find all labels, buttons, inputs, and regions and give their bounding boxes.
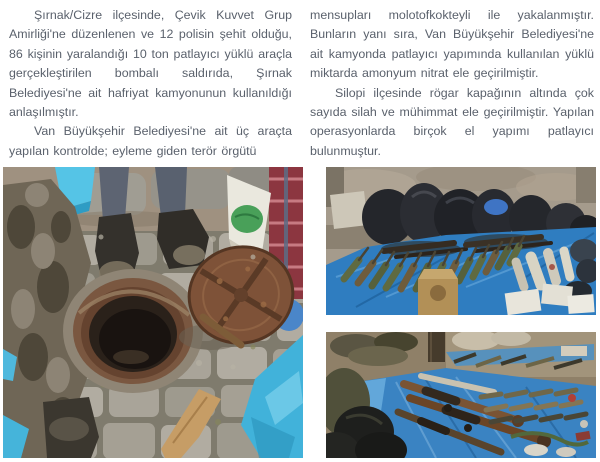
manhole-photo-illustration <box>3 167 303 458</box>
manhole-photo <box>3 167 303 458</box>
paragraph-van-kontrol: Van Büyükşehir Belediyesi'ne ait üç araçta yapılan kontrolde; eyleme giden terör örgütü <box>9 124 292 158</box>
paragraph-sirnak-cizre: Şırnak/Cizre ilçesinde, Çevik Kuvvet Grup Amirliği'ne düzenlenen ve 12 polisin şehit olduğu, 86 kişinin yaralandığı 10 ton patlayıcı yüklü araçla gerçekleştirilen bombalı saldırıda, Şırnak Belediyesi'ne ait hafriyat kamyonunun kullanıldığı anlaşılmıştır. <box>9 8 292 120</box>
weapons-top-illustration <box>326 167 596 315</box>
weapons-bottom-illustration <box>326 332 596 458</box>
white-sack-shape <box>330 191 368 229</box>
article-column-left <box>9 6 292 161</box>
paragraph-van-kontrol-devam: mensupları molotofkokteyli ile yakalanmıştır. Bunların yanı sıra, Van Büyükşehir Belediyesi'ne ait kamyonda patlayıcı yapımında kullanılan yüklü miktarda amonyum nitrat ele geçirilmiştir. <box>310 8 594 81</box>
seized-weapons-photo-bottom <box>326 332 596 458</box>
article-column-right <box>310 6 594 161</box>
seized-weapons-photo-top <box>326 167 596 315</box>
paragraph-silopi: Silopi ilçesinde rögar kapağının altında çok sayıda silah ve mühimmat ele geçirilmiştir. Yapılan operasyonlarda birçok el yapımı patlayıcı bulunmuştur. <box>310 85 594 158</box>
